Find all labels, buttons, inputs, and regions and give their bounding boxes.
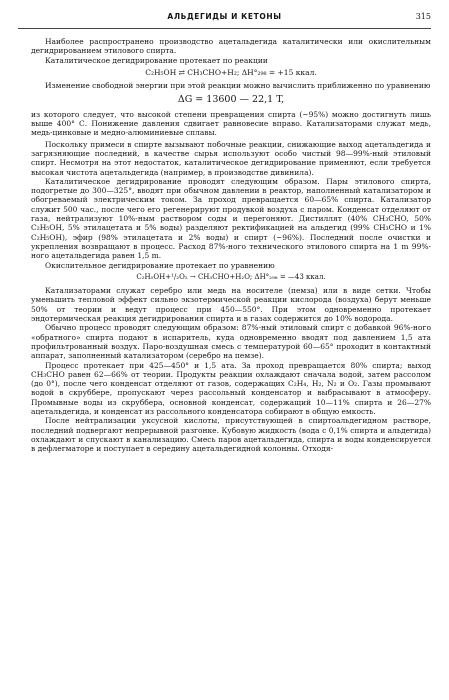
equation-free-energy: ΔG = 13600 — 22,1 T, — [177, 94, 285, 106]
paragraph: Изменение свободной энергии при этой реакции можно вычислить приближенно по уравнению — [45, 81, 431, 91]
paragraph: Каталитическое дегидрирование протекает по реакции — [45, 55, 268, 65]
paragraph: Наиболее распространено производство ацетальдегида каталитически или окислительным дегидрированием этилового спирта. — [31, 37, 431, 56]
header-title: АЛЬДЕГИДЫ И КЕТОНЫ — [167, 12, 282, 21]
paragraph: Катализаторами служат серебро или медь на носителе (пемза) или в виде сетки. Чтобы уменьшить тепловой эффект сильно экзотермической реакции кислорода (воздуха) берут меньше 50% от теории и ведут процесс при 450—550°. При этом одновременно протекает эндотермическая реакция дегидрирования спирта и в газах содержится до 10% водорода. — [31, 286, 431, 324]
paragraph: Каталитическое дегидрирование проводят следующим образом. Пары этилового спирта, подогретые до 300—325°, вводят при обычном давлении в реактор, наполненный катализатором и обогреваемый электрическим током. За проход превращается 60—65% спирта. Катализатор служит 500 час., после чего его регенерируют продувкой воздуха с паром. Конденсат отделяют от газа, нейтрализуют 10%-ным раствором соды и перегоняют. Дистиллят (40% CH₃CHO, 50% C₂H₅OH, 5% этилацетата и 5% воды) разделяют ректификацией на альдегид (99% CH₃CHO и 1% C₂H₅OH), эфир (98% этилацетата и 2% воды) и спирт (~96%). Последний после очистки и укрепления возвращают в процесс. Расход 87%-ного технического этилового спирта на 1 m 99%-ного ацетальдегида равен 1,5 m. — [31, 176, 431, 261]
paragraph: Процесс протекает при 425—450° и 1,5 ата. За проход превращается 80% спирта; выход CH₃CHO равен 62—66% от теории. Продукты реакции охлаждают сначала водой, затем рассолом (до 0°), после чего конденсат отделяют от газов, содержащих C₂H₄, H₂, N₂ и O₂. Газы промывают водой в скруббере, пропускают через рассольный конденсатор и выбрасывают в атмосферу. Промывные воды из скруббера, основной конденсат, содержащий 10—11% спирта и 26—27% ацетальдегида, и конденсат из рассольного конденсатора собирают в общую емкость. — [31, 360, 431, 416]
equation-oxidative: C₂H₅OH+¹/₂O₂ → CH₃CHO+H₂O; ΔH°₂₉₈ = —43 ккал. — [136, 272, 326, 281]
paragraph: из которого следует, что высокой степени превращения спирта (~95%) можно достигнуть лишь выше 400° С. Понижение давления сдвигает равновесие вправо. Катализаторами служат медь, медь-цинковые и медно-алюминиевые сплавы. — [31, 109, 431, 138]
header-rule — [18, 28, 431, 29]
page-number: 315 — [415, 12, 431, 21]
body-text — [31, 37, 431, 453]
paragraph: Поскольку примеси в спирте вызывают побочные реакции, снижающие выход ацетальдегида и загрязняющие последний, в качестве сырья используют особо чистый 98—99%-ный этиловый спирт. Несмотря на этот недостаток, каталитическое дегидрирование применяют, если требуется высокая чистота ацетальдегида (например, в производстве дивинила). — [31, 139, 431, 177]
equation-dehydrogenation: C₂H₅OH ⇄ CH₃CHO+H₂; ΔH°₂₉₈ = +15 ккал. — [145, 67, 317, 77]
paragraph: Окислительное дегидрирование протекает по уравнению — [45, 260, 275, 270]
paragraph: После нейтрализации уксусной кислоты, присутствующей в спиртоальдегидном растворе, последний подвергают непрерывной разгонке. Кубовую жидкость (вода с 0,1% спирта и альдегида) охлаждают и спускают в канализацию. Смесь паров ацетальдегида, спирта и воды конденсируется в дефлегматоре и поступает в середину ацетальдегидной колонны. Отходя- — [31, 416, 431, 454]
paragraph: Обычно процесс проводят следующим образом: 87%-ный этиловый спирт с добавкой 96%-ного «обратного» спирта подают в испаритель, куда одновременно вводят под давлением 1,5 ата профильтрованный воздух. Паро-воздушная смесь с температурой 60—65° проходит в контактный аппарат, заполненный катализатором (серебро на пемзе). — [31, 323, 431, 361]
running-header — [18, 12, 431, 26]
